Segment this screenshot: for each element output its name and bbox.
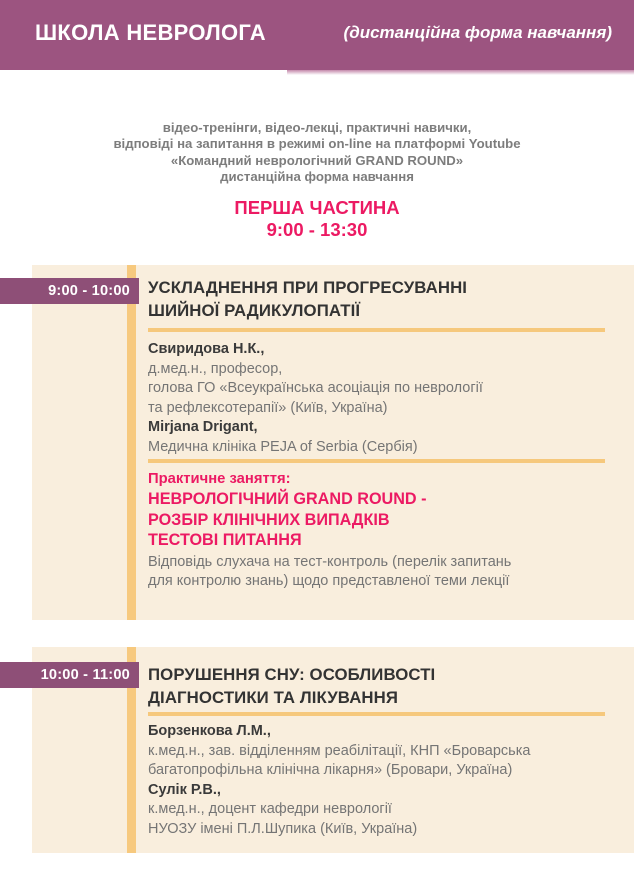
time-badge: 10:00 - 11:00 — [0, 662, 139, 688]
practical-label: Практичне заняття: — [148, 471, 291, 487]
session-title-line: ПОРУШЕННЯ СНУ: ОСОБЛИВОСТІ — [148, 665, 436, 684]
speaker-line: Mirjana Drigant, — [148, 419, 258, 435]
session-title-line: ДІАГНОСТИКИ ТА ЛІКУВАННЯ — [148, 688, 399, 707]
practical-title-line: РОЗБІР КЛІНІЧНИХ ВИПАДКІВ — [148, 510, 390, 529]
intro-line: «Командний неврологічний GRAND ROUND» — [170, 152, 464, 168]
page-title: ШКОЛА НЕВРОЛОГА — [35, 20, 266, 45]
intro-line: дистанційна форма навчання — [220, 168, 414, 184]
speaker-line: к.мед.н., доцент кафедри неврології — [148, 801, 392, 817]
header-bar — [0, 0, 634, 70]
part-heading-title: ПЕРША ЧАСТИНА — [234, 197, 400, 218]
practical-note — [148, 553, 605, 592]
speaker-line: Медична клініка PEJA of Serbia (Сербія) — [148, 438, 418, 455]
divider — [148, 712, 605, 716]
divider — [148, 459, 605, 463]
speaker-line: к.мед.н., зав. відділенням реабілітації, КНП «Броварська — [148, 742, 531, 759]
header-edge-shadow — [287, 70, 634, 75]
speakers-list — [148, 722, 605, 839]
speakers-list — [148, 340, 605, 457]
practical-title-line: ТЕСТОВІ ПИТАННЯ — [148, 531, 302, 549]
session-content — [148, 265, 605, 592]
session-title — [148, 663, 605, 709]
session-block-1 — [32, 265, 634, 620]
session-content — [148, 647, 605, 839]
speaker-line: голова ГО «Всеукраїнська асоціація по неврології — [148, 380, 483, 396]
speaker-line: Свиридова Н.К., — [148, 341, 265, 357]
part-heading — [0, 197, 634, 241]
intro-line: відео-тренінги, відео-лекці, практичні навички, — [162, 120, 472, 135]
speaker-line: д.мед.н., професор, — [148, 360, 283, 377]
practical-title — [148, 489, 605, 551]
part-heading-time: 9:00 - 13:30 — [266, 219, 368, 240]
speaker-line: Борзенкова Л.М., — [148, 723, 271, 739]
divider — [148, 328, 605, 332]
speaker-line: Сулік Р.В., — [148, 781, 221, 798]
session-title-line: УСКЛАДНЕННЯ ПРИ ПРОГРЕСУВАННІ — [148, 278, 468, 297]
speaker-line: та рефлексотерапії» (Київ, Україна) — [148, 399, 388, 416]
intro-line: відповіді на запитання в режимі on-line на платформі Youtube — [113, 136, 521, 152]
practical-note-line: Відповідь слухача на тест-контроль (перелік запитань — [148, 553, 512, 570]
practical-note-line: для контролю знань) щодо представленої теми лекції — [148, 573, 510, 589]
session-title-line: ШИЙНОЇ РАДИКУЛОПАТІЇ — [148, 301, 361, 320]
page-subtitle: (дистанційна форма навчання) — [343, 23, 612, 42]
speaker-line: багатопрофільна клінічна лікарня» (Бровари, Україна) — [148, 762, 513, 778]
intro-text — [0, 120, 634, 185]
speaker-line: НУОЗУ імені П.Л.Шупика (Київ, Україна) — [148, 820, 418, 837]
time-badge: 9:00 - 10:00 — [0, 278, 139, 304]
accent-stripe — [127, 265, 136, 620]
practical-title-line: НЕВРОЛОГІЧНИЙ GRAND ROUND - — [148, 490, 427, 508]
session-block-2 — [32, 647, 634, 853]
session-title — [148, 276, 605, 322]
